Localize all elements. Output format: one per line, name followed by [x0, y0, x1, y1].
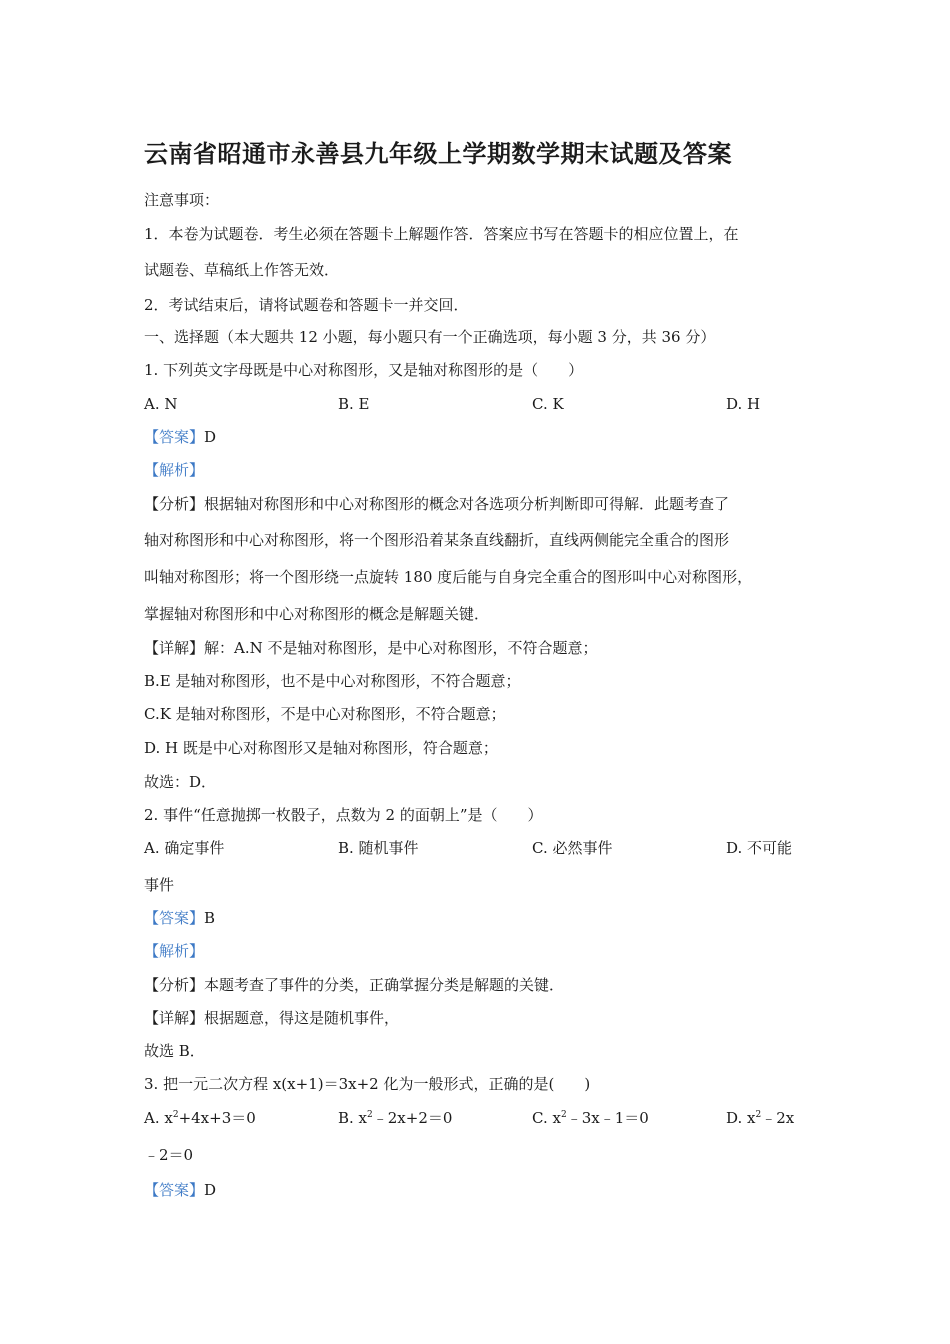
q1-answer-value: D — [204, 428, 217, 446]
analysis-tag: 【分析】 — [144, 495, 205, 513]
q1-conclusion: 故选：D． — [144, 773, 217, 791]
q2-option-b: B. 随机事件 — [338, 839, 419, 857]
q3-option-c: C. $x^2﹣3x﹣1=0$ — [532, 1109, 649, 1127]
analysis-tag: 【分析】 — [144, 976, 205, 994]
q1-option-b: B. E — [338, 395, 370, 413]
q3-answer — [144, 1180, 814, 1200]
q3-option-a: A. $x^2+4x+3=0$ — [144, 1109, 256, 1127]
q1-detail-line-2: B.E 是轴对称图形，也不是中心对称图形，不符合题意； — [144, 672, 521, 690]
question-1-stem: 1. 下列英文字母既是中心对称图形，又是轴对称图形的是（ ） — [144, 361, 584, 379]
q2-option-d-wrap: 事件 — [144, 876, 175, 894]
q2-option-a: A. 确定事件 — [144, 839, 225, 857]
q2-answer — [144, 908, 814, 928]
q3-option-b: B. $x^2﹣2x+2=0$ — [338, 1109, 453, 1127]
q1-analysis-text-1: 根据轴对称图形和中心对称图形的概念对各选项分析判断即可得解．此题考查了 — [204, 495, 730, 513]
q1-detail-line-1 — [144, 638, 814, 658]
q1-detail-text-1: 解：A.N 不是轴对称图形，是中心对称图形，不符合题意； — [204, 639, 598, 657]
question-3-stem: 3. 把一元二次方程 x(x+1)＝3x+2 化为一般形式，正确的是( ) — [144, 1075, 591, 1093]
answer-tag: 【答案】 — [144, 428, 205, 446]
q2-detail-text: 根据题意，得这是随机事件， — [204, 1009, 400, 1027]
q1-explain-tag — [144, 460, 814, 480]
question-2-stem: 2. 事件“任意抛掷一枚骰子，点数为 2 的面朝上”是（ ） — [144, 806, 543, 824]
notice-item-1-line-1: 1．本卷为试题卷．考生必须在答题卡上解题作答．答案应书写在答题卡的相应位置上，在 — [144, 225, 739, 243]
q1-analysis-line-1 — [144, 494, 814, 514]
q3-option-d-wrap: ﹣2＝0 — [144, 1146, 194, 1164]
q1-option-a: A. N — [144, 395, 178, 413]
q2-conclusion: 故选 B． — [144, 1042, 205, 1060]
q1-analysis-line-2: 轴对称图形和中心对称图形，将一个图形沿着某条直线翻折，直线两侧能完全重合的图形 — [144, 531, 730, 549]
notice-item-1-line-2: 试题卷、草稿纸上作答无效． — [144, 261, 340, 279]
q2-answer-value: B — [204, 909, 216, 927]
q2-analysis-text: 本题考查了事件的分类，正确掌握分类是解题的关键． — [204, 976, 565, 994]
answer-tag: 【答案】 — [144, 909, 205, 927]
q2-analysis — [144, 975, 814, 995]
answer-tag: 【答案】 — [144, 1181, 205, 1199]
page-title: 云南省昭通市永善县九年级上学期数学期末试题及答案 — [144, 140, 732, 168]
q1-detail-line-4: D. H 既是中心对称图形又是轴对称图形，符合题意； — [144, 739, 498, 757]
q1-option-d: D. H — [726, 395, 761, 413]
q2-detail — [144, 1008, 814, 1028]
q2-option-d: D. 不可能 — [726, 839, 793, 857]
q3-option-d: D. $x^2﹣2x$ — [726, 1109, 795, 1127]
q3-answer-value: D — [204, 1181, 217, 1199]
notice-item-2: 2．考试结束后，请将试题卷和答题卡一并交回． — [144, 296, 469, 314]
q1-detail-line-3: C.K 是轴对称图形，不是中心对称图形，不符合题意； — [144, 705, 506, 723]
explain-tag: 【解析】 — [144, 942, 205, 960]
q2-option-c: C. 必然事件 — [532, 839, 613, 857]
explain-tag: 【解析】 — [144, 461, 205, 479]
q1-option-c: C. K — [532, 395, 564, 413]
detail-tag: 【详解】 — [144, 639, 205, 657]
q1-analysis-line-4: 掌握轴对称图形和中心对称图形的概念是解题关键． — [144, 605, 490, 623]
notice-heading: 注意事项： — [144, 191, 220, 209]
detail-tag: 【详解】 — [144, 1009, 205, 1027]
section-heading: 一、选择题（本大题共 12 小题，每小题只有一个正确选项，每小题 3 分，共 36 分） — [144, 328, 716, 346]
q1-analysis-line-3: 叫轴对称图形；将一个图形绕一点旋转 180 度后能与自身完全重合的图形叫中心对称图形， — [144, 568, 753, 586]
q1-answer — [144, 427, 814, 447]
q2-explain-tag — [144, 941, 814, 961]
